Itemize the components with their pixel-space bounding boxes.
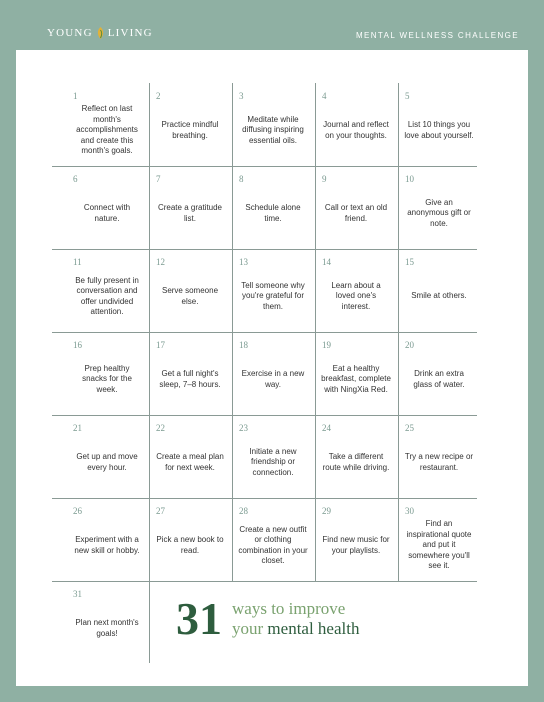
day-number: 7 [156, 174, 161, 184]
day-activity: Call or text an old friend. [324, 203, 388, 223]
grid-line [52, 581, 477, 582]
day-activity: Create a gratitude list. [157, 203, 223, 223]
tagline-number: 31 [176, 593, 222, 644]
header [0, 0, 544, 50]
day-activity: Eat a healthy breakfast, complete with NingXia Red. [321, 363, 391, 394]
day-activity: Learn about a loved one's interest. [331, 280, 381, 311]
day-cell-22 [149, 415, 231, 498]
day-activity: Find new music for your playlists. [322, 535, 390, 555]
page-heading: MENTAL WELLNESS CHALLENGE [355, 31, 519, 40]
logo-text-living: LIVING [107, 27, 153, 39]
day-number: 3 [239, 91, 244, 101]
day-cell-5 [398, 83, 480, 166]
day-number: 25 [405, 423, 414, 433]
grid-line [52, 249, 477, 250]
day-activity: Get a full night's sleep, 7–8 hours. [159, 369, 221, 389]
day-number: 15 [405, 257, 414, 267]
day-cell-12 [149, 249, 231, 332]
day-number: 1 [73, 91, 78, 101]
day-cell-6 [66, 166, 148, 249]
day-number: 11 [73, 257, 82, 267]
day-number: 9 [322, 174, 327, 184]
day-cell-3 [232, 83, 314, 166]
leaf-icon [96, 27, 105, 39]
day-activity: Journal and reflect on your thoughts. [323, 120, 389, 140]
day-cell-1 [66, 83, 148, 166]
grid-line [52, 415, 477, 416]
day-activity: Initiate a new friendship or connection. [249, 446, 297, 477]
day-number: 20 [405, 340, 414, 350]
young-living-logo [47, 27, 153, 39]
day-number: 13 [239, 257, 248, 267]
day-activity: List 10 things you love about yourself. [404, 120, 474, 140]
day-number: 4 [322, 91, 327, 101]
day-activity: Drink an extra glass of water. [413, 369, 465, 389]
day-number: 16 [73, 340, 82, 350]
calendar-page [16, 50, 528, 686]
day-cell-31 [66, 581, 148, 664]
day-cell-7 [149, 166, 231, 249]
day-activity: Tell someone why you're grateful for them. [241, 280, 305, 311]
day-activity: Try a new recipe or restaurant. [404, 452, 474, 472]
day-cell-17 [149, 332, 231, 415]
day-activity: Connect with nature. [83, 203, 131, 223]
day-cell-24 [315, 415, 397, 498]
day-cell-30 [398, 498, 480, 581]
day-activity: Prep healthy snacks for the week. [82, 363, 132, 394]
day-cell-19 [315, 332, 397, 415]
day-number: 5 [405, 91, 410, 101]
day-cell-25 [398, 415, 480, 498]
day-number: 26 [73, 506, 82, 516]
day-cell-18 [232, 332, 314, 415]
day-number: 19 [322, 340, 331, 350]
day-cell-11 [66, 249, 148, 332]
day-cell-28 [232, 498, 314, 581]
day-activity: Meditate while diffusing inspiring essential oils. [242, 114, 304, 145]
day-number: 28 [239, 506, 248, 516]
grid-line [149, 581, 150, 663]
day-cell-10 [398, 166, 480, 249]
tagline-line-1: ways to improve [232, 599, 346, 618]
day-cell-20 [398, 332, 480, 415]
day-number: 31 [73, 589, 82, 599]
day-cell-27 [149, 498, 231, 581]
day-cell-2 [149, 83, 231, 166]
day-cell-4 [315, 83, 397, 166]
day-activity: Take a different route while driving. [322, 452, 390, 472]
day-activity: Create a new outfit or clothing combination in your closet. [238, 524, 308, 565]
day-cell-14 [315, 249, 397, 332]
day-number: 10 [405, 174, 414, 184]
grid-line [52, 498, 477, 499]
day-cell-15 [398, 249, 480, 332]
day-number: 12 [156, 257, 165, 267]
day-cell-8 [232, 166, 314, 249]
day-cell-23 [232, 415, 314, 498]
day-activity: Serve someone else. [161, 286, 219, 306]
day-activity: Get up and move every hour. [76, 452, 138, 472]
day-number: 17 [156, 340, 165, 350]
day-activity: Reflect on last month's accomplishments and create this month's goals. [76, 104, 138, 156]
day-cell-26 [66, 498, 148, 581]
day-activity: Practice mindful breathing. [161, 120, 219, 140]
day-number: 27 [156, 506, 165, 516]
day-activity: Pick a new book to read. [156, 535, 224, 555]
day-cell-9 [315, 166, 397, 249]
day-number: 30 [405, 506, 414, 516]
grid-line [52, 166, 477, 167]
grid-line [52, 332, 477, 333]
day-number: 2 [156, 91, 161, 101]
day-cell-21 [66, 415, 148, 498]
day-activity: Create a meal plan for next week. [156, 452, 224, 472]
day-activity: Plan next month's goals! [75, 618, 139, 638]
day-cell-29 [315, 498, 397, 581]
tagline-emphasis: mental health [267, 619, 360, 638]
day-activity: Exercise in a new way. [241, 369, 305, 389]
day-number: 29 [322, 506, 331, 516]
day-number: 8 [239, 174, 244, 184]
day-cell-13 [232, 249, 314, 332]
day-number: 14 [322, 257, 331, 267]
day-activity: Find an inspirational quote and put it somewhere you'll see it. [406, 519, 472, 571]
day-activity: Experiment with a new skill or hobby. [74, 535, 140, 555]
day-cell-16 [66, 332, 148, 415]
day-activity: Schedule alone time. [245, 203, 301, 223]
day-activity: Be fully present in conversation and offer undivided attention. [75, 275, 139, 316]
logo-text-young: YOUNG [47, 27, 93, 39]
tagline-line-2 [232, 619, 359, 639]
day-number: 21 [73, 423, 82, 433]
day-activity: Smile at others. [411, 291, 467, 301]
day-number: 23 [239, 423, 248, 433]
tagline [176, 593, 360, 644]
day-number: 6 [73, 174, 78, 184]
tagline-prefix: your [232, 619, 264, 638]
day-activity: Give an anonymous gift or note. [407, 197, 471, 228]
day-number: 24 [322, 423, 331, 433]
day-number: 18 [239, 340, 248, 350]
day-number: 22 [156, 423, 165, 433]
